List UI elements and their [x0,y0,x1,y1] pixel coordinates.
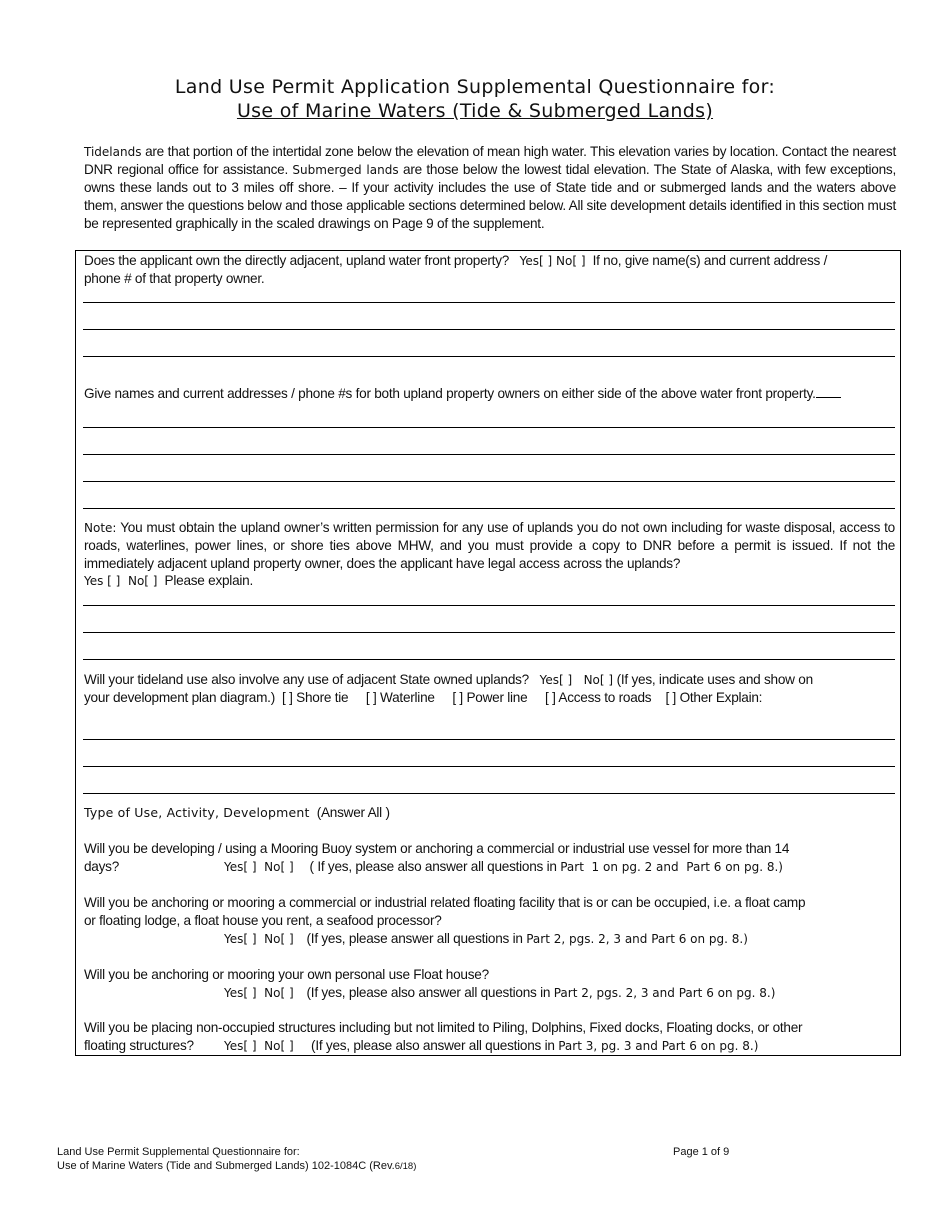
footer-form-title: Land Use Permit Supplemental Questionnaire for: [57,1146,300,1158]
q1-answer-line-1[interactable] [83,302,895,303]
note-answer-line-2[interactable] [83,632,895,633]
use-1-line-2 [84,858,895,876]
use-1-yes-no[interactable]: Yes[ ] No[ ] [224,860,294,874]
q1-line-1 [84,252,895,270]
q1-answer-line-3[interactable] [83,356,895,357]
q3-answer-line-2[interactable] [83,766,895,767]
use-2-instructions [303,930,748,948]
q1-text-b: If no, give name(s) and current address / [585,253,828,268]
note-paragraph [84,519,895,573]
q1-answer-line-2[interactable] [83,329,895,330]
use-2-line-2: or floating lodge, a float house you rent, a seafood processor? [84,913,442,928]
use-3-paren: (If yes, please also answer all questions in [303,985,554,1000]
use-4-yes-no[interactable]: Yes[ ] No[ ] [224,1039,294,1053]
q3-yes-no[interactable]: Yes[ ] No[ ] [539,673,614,687]
q2-line [84,385,895,403]
use-4-paren: (If yes, please also answer all questions in [304,1038,559,1053]
use-3-reference: Part 2, pgs. 2, 3 and Part 6 on pg. 8.) [553,986,776,1000]
submerged-lands-term: Submerged lands [292,163,399,177]
use-2-paren: (If yes, please answer all questions in [303,931,527,946]
q2-answer-line-1[interactable] [83,427,895,428]
note-explain: Please explain. [157,573,253,588]
note-question-line [84,572,895,590]
footer-form-number [57,1159,416,1174]
note-yes-no[interactable]: Yes [ ] No[ ] [84,574,158,588]
q2-answer-line-4[interactable] [83,508,895,509]
use-1-reference: Part 1 on pg. 2 and Part 6 on pg. 8.) [560,860,783,874]
q3-answer-line-1[interactable] [83,739,895,740]
use-2-reference: Part 2, pgs. 2, 3 and Part 6 on pg. 8.) [526,932,748,946]
use-3-line-1: Will you be anchoring or mooring your own personal use Float house? [84,967,489,982]
q2-answer-blank[interactable] [816,385,841,398]
use-4-line-1: Will you be placing non-occupied structures including but not limited to Piling, Dolphins, Fixed docks, Floating docks, or other [84,1020,803,1035]
use-1-days: days? [84,859,120,874]
use-1-line-1: Will you be developing / using a Mooring Buoy system or anchoring a commercial or industrial use vessel for more than 14 [84,841,790,856]
note-answer-line-1[interactable] [83,605,895,606]
use-2-yes-no[interactable]: Yes[ ] No[ ] [224,932,294,946]
use-3-yes-no[interactable]: Yes[ ] No[ ] [224,986,294,1000]
use-4-reference: Part 3, pg. 3 and Part 6 on pg. 8.) [558,1039,759,1053]
footer-revision: 6/18) [394,1161,417,1172]
use-1-instructions [306,858,783,876]
title-line-1: Land Use Permit Application Supplemental Questionnaire for: [174,76,776,98]
use-3-instructions [303,984,775,1002]
q2-text: Give names and current addresses / phone #s for both upland property owners on either side of the above water front property. [84,386,816,401]
use-4-text: floating structures? [84,1038,194,1053]
answer-all-label: (Answer All ) [309,805,390,820]
use-1-paren: ( If yes, please also answer all questions in [306,859,561,874]
use-4-line-2 [84,1037,895,1055]
q1-line-2: phone # of that property owner. [84,271,265,286]
q1-text-a: Does the applicant own the directly adjacent, upland water front property? [84,253,520,268]
q3-text-a: Will your tideland use also involve any use of adjacent State owned uplands? [84,672,540,687]
q1-yes-no[interactable]: Yes[ ] No[ ] [519,254,586,268]
use-4-instructions [304,1037,758,1055]
q3-answer-line-3[interactable] [83,793,895,794]
footer-form-text: Use of Marine Waters (Tide and Submerged Lands) 102-1084C (Rev. [57,1160,395,1172]
intro-text-2: are those below the lowest tidal elevation. The State of Alaska, with few exceptions, owns these lands out to 3 miles off shore. – If your activity includes the use of State tide and or submerged lands and the waters above them, answer the questions below and those applicable sections determined below. All site development details identified in this section must be represented graphically in the scaled drawings on Page 9 of the supplement. [84,162,896,231]
type-of-use-label: Type of Use, Activity, Development [84,805,310,820]
q3-text-b: (If yes, indicate uses and show on [613,672,813,687]
tidelands-term: Tidelands [84,145,142,159]
type-of-use-heading [84,804,895,822]
q3-line-2-uplands-options[interactable]: your development plan diagram.) [ ] Shore tie [ ] Waterline [ ] Power line [ ] Access to roads [ ] Other Explain: [84,690,763,705]
page-number: Page 1 of 9 [673,1146,730,1158]
q2-answer-line-3[interactable] [83,481,895,482]
intro-text-1: are that portion of the intertidal zone below the elevation of mean high water. This elevation varies by location. Contact the nearest DNR regional office for assistance. [84,144,896,177]
use-2-line-1: Will you be anchoring or mooring a commercial or industrial related floating facility that is or can be occupied, i.e. a float camp [84,895,806,910]
note-answer-line-3[interactable] [83,659,895,660]
q3-line-1 [84,671,895,689]
note-label: Note: [84,521,117,535]
intro-paragraph [84,143,896,233]
title-line-2: Use of Marine Waters (Tide & Submerged Lands) [236,100,714,122]
note-text: You must obtain the upland owner’s written permission for any use of uplands you do not own including for waste disposal, access to roads, waterlines, power lines, or shore ties above MHW, and you must provide a copy to DNR before a permit is issued. If not the immediately adjacent upland property owner, does the applicant have legal access across the uplands? [84,520,895,571]
q2-answer-line-2[interactable] [83,454,895,455]
